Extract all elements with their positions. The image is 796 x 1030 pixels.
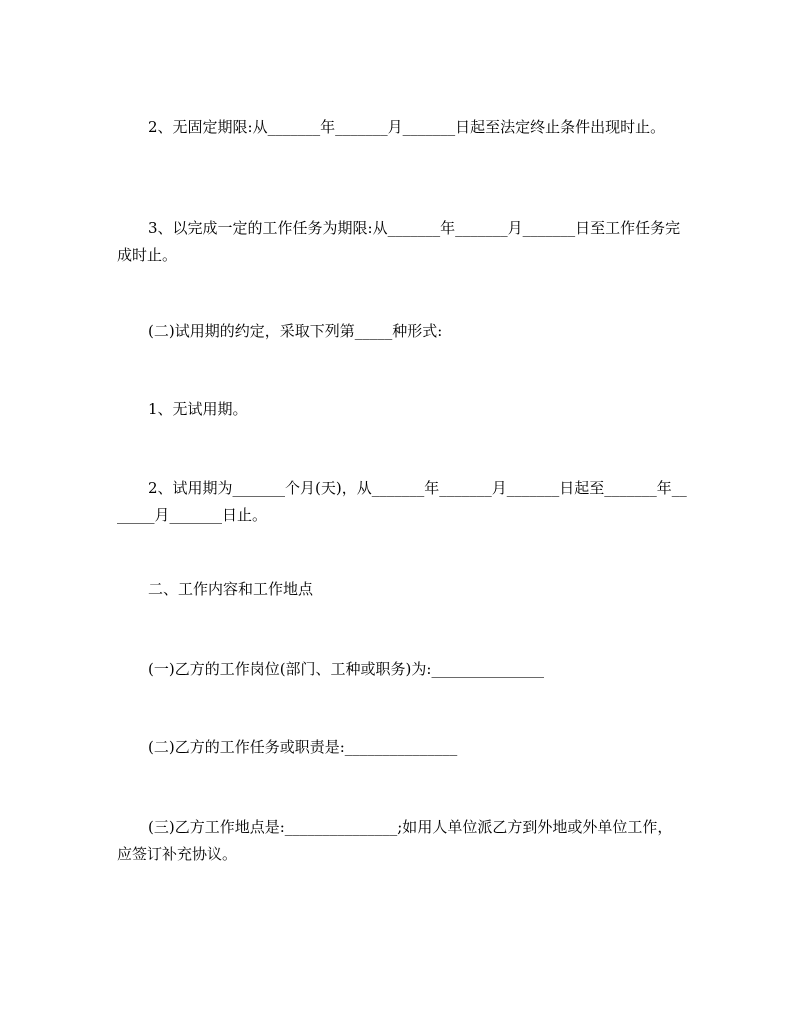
clause-job-position: (一)乙方的工作岗位(部门、工种或职务)为:_______________ [148,660,544,678]
section-heading-work-content: 二、工作内容和工作地点 [148,580,314,598]
clause-task-based-term: 3、以完成一定的工作任务为期限:从_______年_______月_______日至工作任务完成时止。 [117,219,681,264]
clause-work-location: (三)乙方工作地点是:_______________;如用人单位派乙方到外地或外单位工作，应签订补充协议。 [117,818,673,863]
clause-no-probation: 1、无试用期。 [148,400,248,418]
clause-probation-heading: (二)试用期的约定，采取下列第_____种形式: [148,322,443,340]
clause-indefinite-term: 2、无固定期限:从_______年_______月_______日起至法定终止条件出现时止。 [148,118,666,136]
clause-probation-period: 2、试用期为_______个月(天)，从_______年_______月_______日起至_______年_______月_______日止。 [117,479,687,524]
clause-job-duties: (二)乙方的工作任务或职责是:_______________ [148,738,458,756]
